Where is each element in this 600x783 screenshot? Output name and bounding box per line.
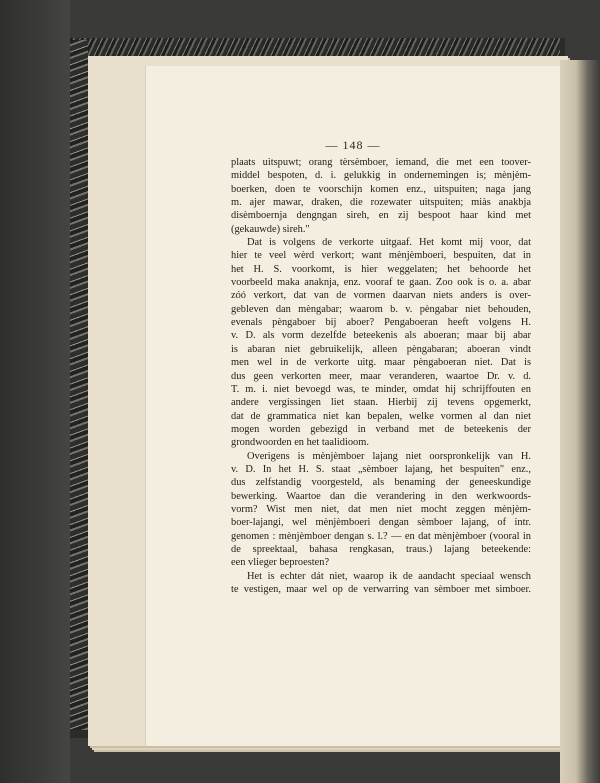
- text-line: v. D. als vorm dezelfde beteekenis als aboeran; maar bij abar: [231, 330, 531, 342]
- text-line: gebleven dan mèngabar; waarom b. v. pèngabar niet behouden,: [231, 303, 531, 315]
- backdrop: [0, 0, 70, 783]
- text-line: te vestigen, maar wel op de verwarring van sèmboer met simboer.: [231, 584, 531, 595]
- text-line: genomen : mènjèmboer dengan s. l.? — en dat mènjèmboer (vooral in: [231, 530, 531, 542]
- text-line: is abaran niet gebruikelijk, alleen pèngabaran; aboeran vindt: [231, 343, 531, 355]
- text-line: vorm? Wist men niet, dat men niet mocht zeggen mènjèm-: [231, 503, 531, 515]
- text-line: middel bespoten, d. i. gelukkig in ondernemingen is; mènjèm-: [231, 170, 531, 182]
- text-line: dat de grammatica niet kan bepalen, welke vormen al dan niet: [231, 410, 531, 422]
- text-line: hier te veel wèrd verkort; want mènjèmboeri, bespuiten, dat in: [231, 250, 531, 262]
- text-line: grondwoorden en het taalidioom.: [231, 437, 369, 449]
- text-line: mogen worden gebezigd in verband met de beteekenis der: [231, 423, 531, 435]
- text-line: zóó verkort, dat van de vormen daarvan niets anders is over-: [231, 290, 531, 302]
- text-line: voorbeeld maka anaknja, enz. vooraf te gaan. Zoo ook is o. a. abar: [231, 277, 531, 289]
- text-line: bewerking. Waartoe dan die verandering in den werkwoords-: [231, 490, 531, 502]
- text-line: een vlieger beproesten?: [231, 557, 330, 569]
- text-line: het H. S. voorkomt, is hier weggelaten; het behoorde het: [231, 263, 531, 275]
- body-text: [231, 156, 531, 596]
- text-line: T. m. i. niet bevoegd was, te minder, omdat hij schrijffouten en: [231, 383, 531, 395]
- text-line: disèmboernja dengngan sireh, en zij bespoot haar kind met: [231, 210, 531, 222]
- marbled-cover-side: [70, 40, 88, 730]
- text-line: evenals pèngaboer bij aboer? Pengaboeran heeft volgens H.: [231, 317, 531, 329]
- text-line: m. ajer mawar, draken, die rozewater uitspuiten; miàs anakbja: [231, 197, 531, 209]
- text-line: Overigens is mènjèmboer lajang niet oorspronkelijk van H.: [247, 450, 531, 462]
- book-page: [146, 66, 560, 746]
- text-line: Het is echter dát niet, waarop ik de aandacht speciaal wensch: [247, 570, 531, 582]
- text-line: boerken, doen te voorschijn komen enz., uitspuiten; naga jang: [231, 183, 531, 195]
- text-line: plaats uitspuwt; orang tèrsèmboer, iemand, die met een toover-: [231, 157, 531, 168]
- text-line: dus zelfstandig voorgesteld, als benaming der geneeskundige: [231, 477, 531, 489]
- text-line: andere vergissingen liet staan. Hierbij zij tevens opgemerkt,: [231, 397, 531, 409]
- text-line: Dat is volgens de verkorte uitgaaf. Het komt mij voor, dat: [247, 237, 531, 249]
- text-line: (gekauwde) sireh.": [231, 223, 310, 235]
- text-line: boer-lajangi, wel mènjèmboeri dengan sèmboer lajang, of intr.: [231, 517, 531, 529]
- text-line: de spreektaal, bahasa rengkasan, traus.) lajang beteekende:: [231, 543, 531, 555]
- text-line: men wel in de verkorte uitg. maar pèngaboeran niet. Dat is: [231, 357, 531, 369]
- text-line: dus geen verkorten meer, maar veranderen, waartoe Dr. v. d.: [231, 370, 531, 382]
- text-line: v. D. In het H. S. staat „sèmboer lajang, het bespuiten" enz.,: [231, 463, 531, 475]
- page-fore-edge: [560, 60, 600, 783]
- page-number: — 148 —: [325, 138, 381, 152]
